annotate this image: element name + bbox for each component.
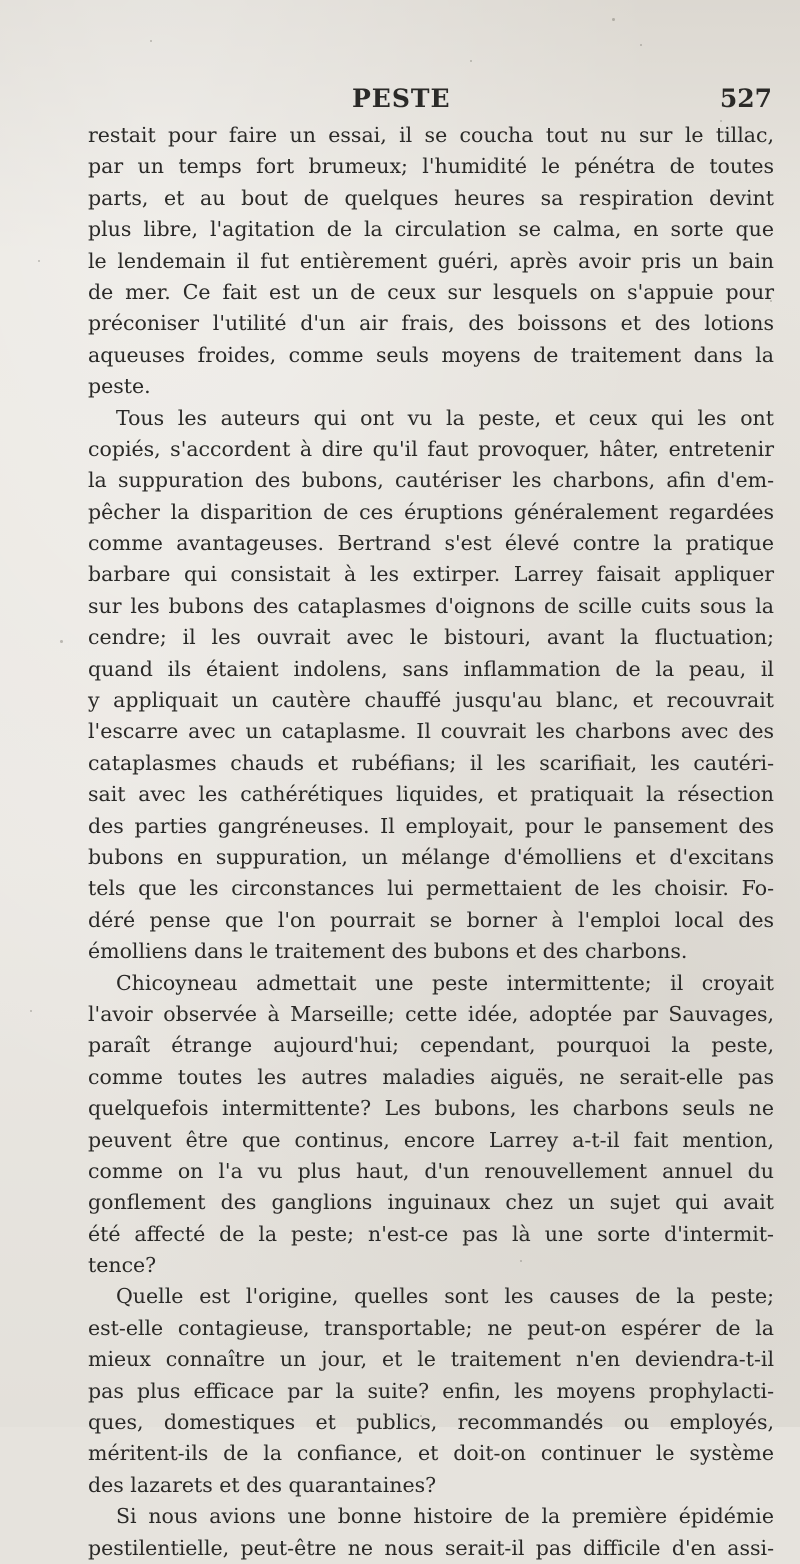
text-line: émolliens dans le traitement des bubons et des charbons. bbox=[88, 939, 688, 964]
body-text bbox=[88, 120, 774, 1564]
text-line: peuvent être que continus, encore Larrey a-t-il fait mention, bbox=[88, 1127, 774, 1152]
text-line: est-elle contagieuse, transportable; ne peut-on espérer de la bbox=[88, 1315, 774, 1340]
text-line: plus libre, l'agitation de la circulation se calma, en sorte que bbox=[88, 217, 774, 242]
text-line: bubons en suppuration, un mélange d'émolliens et d'excitans bbox=[88, 844, 774, 869]
text-line: sait avec les cathérétiques liquides, et pratiquait la résection bbox=[88, 782, 774, 807]
text-line: quand ils étaient indolens, sans inflammation de la peau, il bbox=[88, 656, 774, 681]
text-line: paraît étrange aujourd'hui; cependant, pourquoi la peste, bbox=[88, 1033, 774, 1058]
running-head-title: PESTE bbox=[352, 84, 451, 113]
page-number: 527 bbox=[719, 84, 772, 113]
text-line: cendre; il les ouvrait avec le bistouri, avant la fluctuation; bbox=[88, 625, 774, 650]
text-line: comme toutes les autres maladies aiguës, ne serait-elle pas bbox=[88, 1064, 774, 1089]
text-line: par un temps fort brumeux; l'humidité le pénétra de toutes bbox=[88, 154, 774, 179]
text-line: Chicoyneau admettait une peste intermittente; il croyait bbox=[116, 970, 774, 995]
text-line: gonflement des ganglions inguinaux chez un sujet qui avait bbox=[88, 1190, 774, 1215]
text-line: quelquefois intermittente? Les bubons, les charbons seuls ne bbox=[88, 1096, 774, 1121]
text-line: le lendemain il fut entièrement guéri, après avoir pris un bain bbox=[88, 248, 774, 273]
paper-speckle bbox=[38, 260, 40, 262]
paper-speckle bbox=[612, 18, 615, 21]
paper-speckle bbox=[150, 40, 152, 42]
paper-speckle bbox=[30, 1010, 32, 1012]
text-line: comme avantageuses. Bertrand s'est élevé contre la pratique bbox=[88, 531, 774, 556]
text-line: pas plus efficace par la suite? enfin, les moyens prophylacti- bbox=[88, 1378, 774, 1403]
text-line: méritent-ils de la confiance, et doit-on continuer le système bbox=[88, 1441, 774, 1466]
text-line: des lazarets et des quarantaines? bbox=[88, 1472, 437, 1497]
text-line: pestilentielle, peut-être ne nous serait-il pas difficile d'en assi- bbox=[88, 1535, 774, 1560]
text-line: copiés, s'accordent à dire qu'il faut provoquer, hâter, entretenir bbox=[88, 436, 774, 461]
text-line: préconiser l'utilité d'un air frais, des boissons et des lotions bbox=[88, 311, 774, 336]
text-line: l'escarre avec un cataplasme. Il couvrait les charbons avec des bbox=[88, 719, 774, 744]
paper-speckle bbox=[470, 60, 472, 62]
text-line: y appliquait un cautère chauffé jusqu'au blanc, et recouvrait bbox=[88, 688, 774, 713]
text-line: Quelle est l'origine, quelles sont les causes de la peste; bbox=[116, 1284, 774, 1309]
text-line: restait pour faire un essai, il se coucha tout nu sur le tillac, bbox=[88, 123, 774, 147]
text-line: des parties gangréneuses. Il employait, pour le pansement des bbox=[88, 813, 774, 838]
text-line: barbare qui consistait à les extirper. Larrey faisait appliquer bbox=[88, 562, 774, 587]
text-line: tence? bbox=[88, 1253, 157, 1278]
text-line: de mer. Ce fait est un de ceux sur lesquels on s'appuie pour bbox=[88, 279, 774, 304]
text-line: comme on l'a vu plus haut, d'un renouvellement annuel du bbox=[88, 1158, 774, 1183]
text-line: peste. bbox=[88, 374, 151, 399]
text-line: déré pense que l'on pourrait se borner à l'emploi local des bbox=[88, 907, 774, 932]
paper-speckle bbox=[60, 640, 63, 643]
text-line: été affecté de la peste; n'est-ce pas là une sorte d'intermit- bbox=[88, 1221, 774, 1246]
text-line: cataplasmes chauds et rubéfians; il les scarifiait, les cautéri- bbox=[88, 750, 774, 775]
text-line: Si nous avions une bonne histoire de la première épidémie bbox=[116, 1504, 774, 1529]
text-line: tels que les circonstances lui permettaient de les choisir. Fo- bbox=[88, 876, 774, 901]
paper-speckle bbox=[640, 44, 642, 46]
text-line: parts, et au bout de quelques heures sa respiration devint bbox=[88, 185, 774, 210]
text-line: aqueuses froides, comme seuls moyens de traitement dans la bbox=[88, 342, 774, 367]
text-line: mieux connaître un jour, et le traitement n'en deviendra-t-il bbox=[88, 1347, 774, 1372]
text-line: Tous les auteurs qui ont vu la peste, et ceux qui les ont bbox=[116, 405, 774, 430]
text-line: pêcher la disparition de ces éruptions généralement regardées bbox=[88, 499, 774, 524]
running-head bbox=[0, 84, 800, 120]
text-line: l'avoir observée à Marseille; cette idée, adoptée par Sauvages, bbox=[88, 1001, 774, 1026]
text-line: la suppuration des bubons, cautériser les charbons, afin d'em- bbox=[88, 468, 774, 493]
text-line: sur les bubons des cataplasmes d'oignons de scille cuits sous la bbox=[88, 593, 774, 618]
text-line: ques, domestiques et publics, recommandés ou employés, bbox=[88, 1410, 774, 1435]
